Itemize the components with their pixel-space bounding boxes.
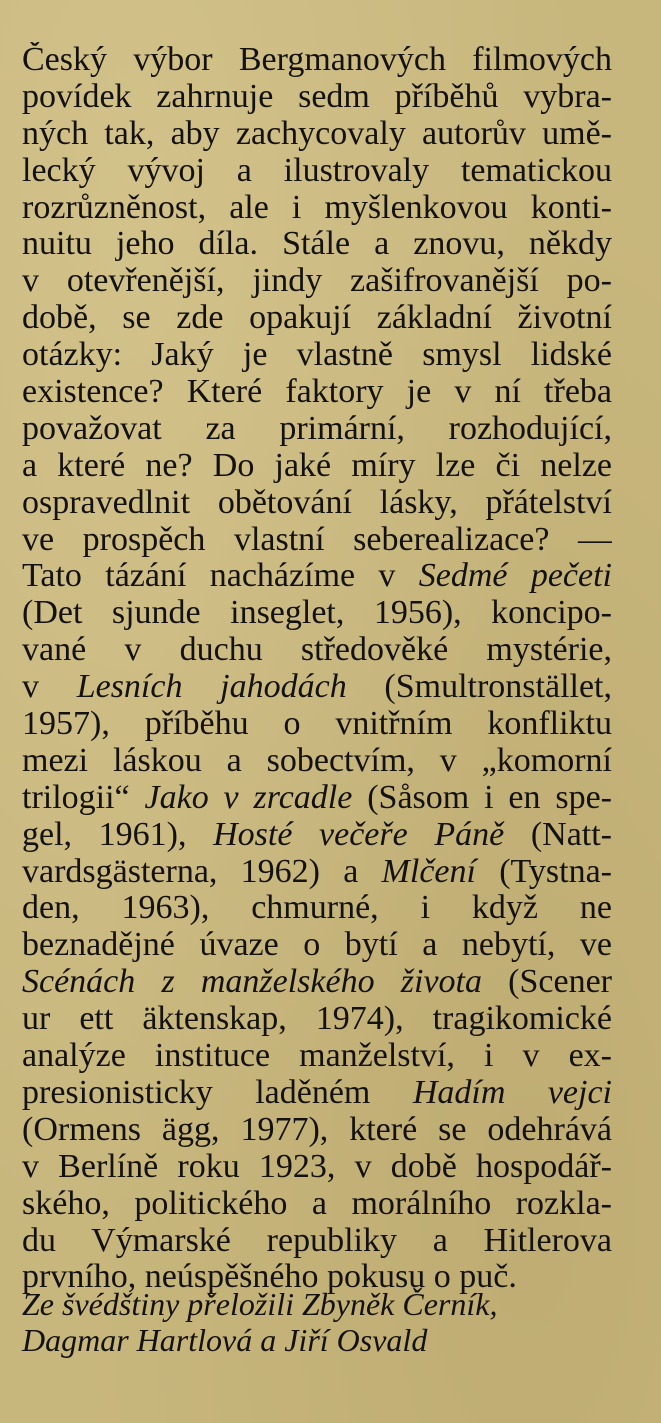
blurb-line: nuitu jeho díla. Stále a znovu, někdy xyxy=(22,226,612,263)
blurb-line: vané v duchu středověké mystérie, xyxy=(22,632,612,669)
blurb-line: prvního, neúspěšného pokusu o puč. xyxy=(22,1259,517,1296)
blurb-line-text: (Natt- xyxy=(504,816,612,853)
blurb-line: lecký vývoj a ilustrovaly tematickou xyxy=(22,152,612,189)
blurb-line: ského, politického a morálního rozkla- xyxy=(22,1185,612,1222)
blurb-line: (Ormens ägg, 1977), které se odehrává xyxy=(22,1111,612,1148)
blurb-line: v otevřenější, jindy zašifrovanější po- xyxy=(22,263,612,300)
blurb-line-text: trilogii“ xyxy=(22,779,145,816)
blurb-line: beznadějné úvaze o bytí a nebytí, ve xyxy=(22,927,612,964)
blurb-line-text: (Såsom i en spe- xyxy=(352,779,612,816)
film-title: Hadím vejci xyxy=(412,1074,612,1111)
blurb-line: ných tak, aby zachycovaly autorův umě- xyxy=(22,115,612,152)
blurb-line: mezi láskou a sobectvím, v „komorní xyxy=(22,742,612,779)
blurb-line xyxy=(22,558,612,595)
blurb-line: době, se zde opakují základní životní xyxy=(22,300,612,337)
blurb-line: (Det sjunde inseglet, 1956), koncipo- xyxy=(22,595,612,632)
credits-line-2: Dagmar Hartlová a Jiří Osvald xyxy=(22,1322,428,1358)
book-blurb xyxy=(22,42,612,1296)
blurb-line-text: presionisticky laděném xyxy=(22,1074,413,1111)
film-title: Sedmé pečeti xyxy=(418,558,612,595)
film-title: Mlčení xyxy=(381,853,476,890)
blurb-line xyxy=(22,669,612,706)
blurb-line-text: (Smultronstället, xyxy=(346,669,612,706)
film-title: Scénách z manželského života xyxy=(22,964,482,1001)
film-title: Hosté večeře Páně xyxy=(213,816,505,853)
blurb-line: du Výmarské republiky a Hitlerova xyxy=(22,1222,612,1259)
blurb-line: povídek zahrnuje sedm příběhů vybra- xyxy=(22,78,612,115)
blurb-line xyxy=(22,854,612,891)
blurb-line: ur ett äktenskap, 1974), tragikomické xyxy=(22,1001,612,1038)
blurb-line xyxy=(22,780,612,817)
blurb-line: den, 1963), chmurné, i když ne xyxy=(22,890,612,927)
blurb-line-text: v xyxy=(22,669,77,706)
translator-credits xyxy=(22,1286,622,1358)
blurb-line: Český výbor Bergmanových filmových xyxy=(22,42,612,78)
blurb-line: otázky: Jaký je vlastně smysl lidské xyxy=(22,337,612,374)
blurb-line: a které ne? Do jaké míry lze či nelze xyxy=(22,447,612,484)
blurb-line: existence? Které faktory je v ní třeba xyxy=(22,374,612,411)
credits-line-1: Ze švédštiny přeložili Zbyněk Černík, xyxy=(22,1286,498,1322)
blurb-line xyxy=(22,964,612,1001)
blurb-line: 1957), příběhu o vnitřním konfliktu xyxy=(22,706,612,743)
film-title: Lesních jahodách xyxy=(76,669,347,706)
blurb-line: rozrůzněnost, ale i myšlenkovou konti- xyxy=(22,189,612,226)
blurb-line xyxy=(22,817,612,854)
blurb-line xyxy=(22,1075,612,1112)
blurb-line-text: gel, 1961), xyxy=(22,816,214,853)
blurb-line: považovat za primární, rozhodující, xyxy=(22,410,612,447)
blurb-line-text: Tato tázání nacházíme v xyxy=(22,558,419,595)
blurb-line-text: vardsgästerna, 1962) a xyxy=(22,853,382,890)
blurb-line-text: (Tystna- xyxy=(475,853,612,890)
blurb-line: ospravedlnit obětování lásky, přátelství xyxy=(22,484,612,521)
blurb-line-text: (Scener xyxy=(481,964,612,1001)
blurb-line: v Berlíně roku 1923, v době hospodář- xyxy=(22,1148,612,1185)
blurb-line: analýze instituce manželství, i v ex- xyxy=(22,1038,612,1075)
blurb-line: ve prospěch vlastní seberealizace? — xyxy=(22,521,612,558)
film-title: Jako v zrcadle xyxy=(144,779,353,816)
